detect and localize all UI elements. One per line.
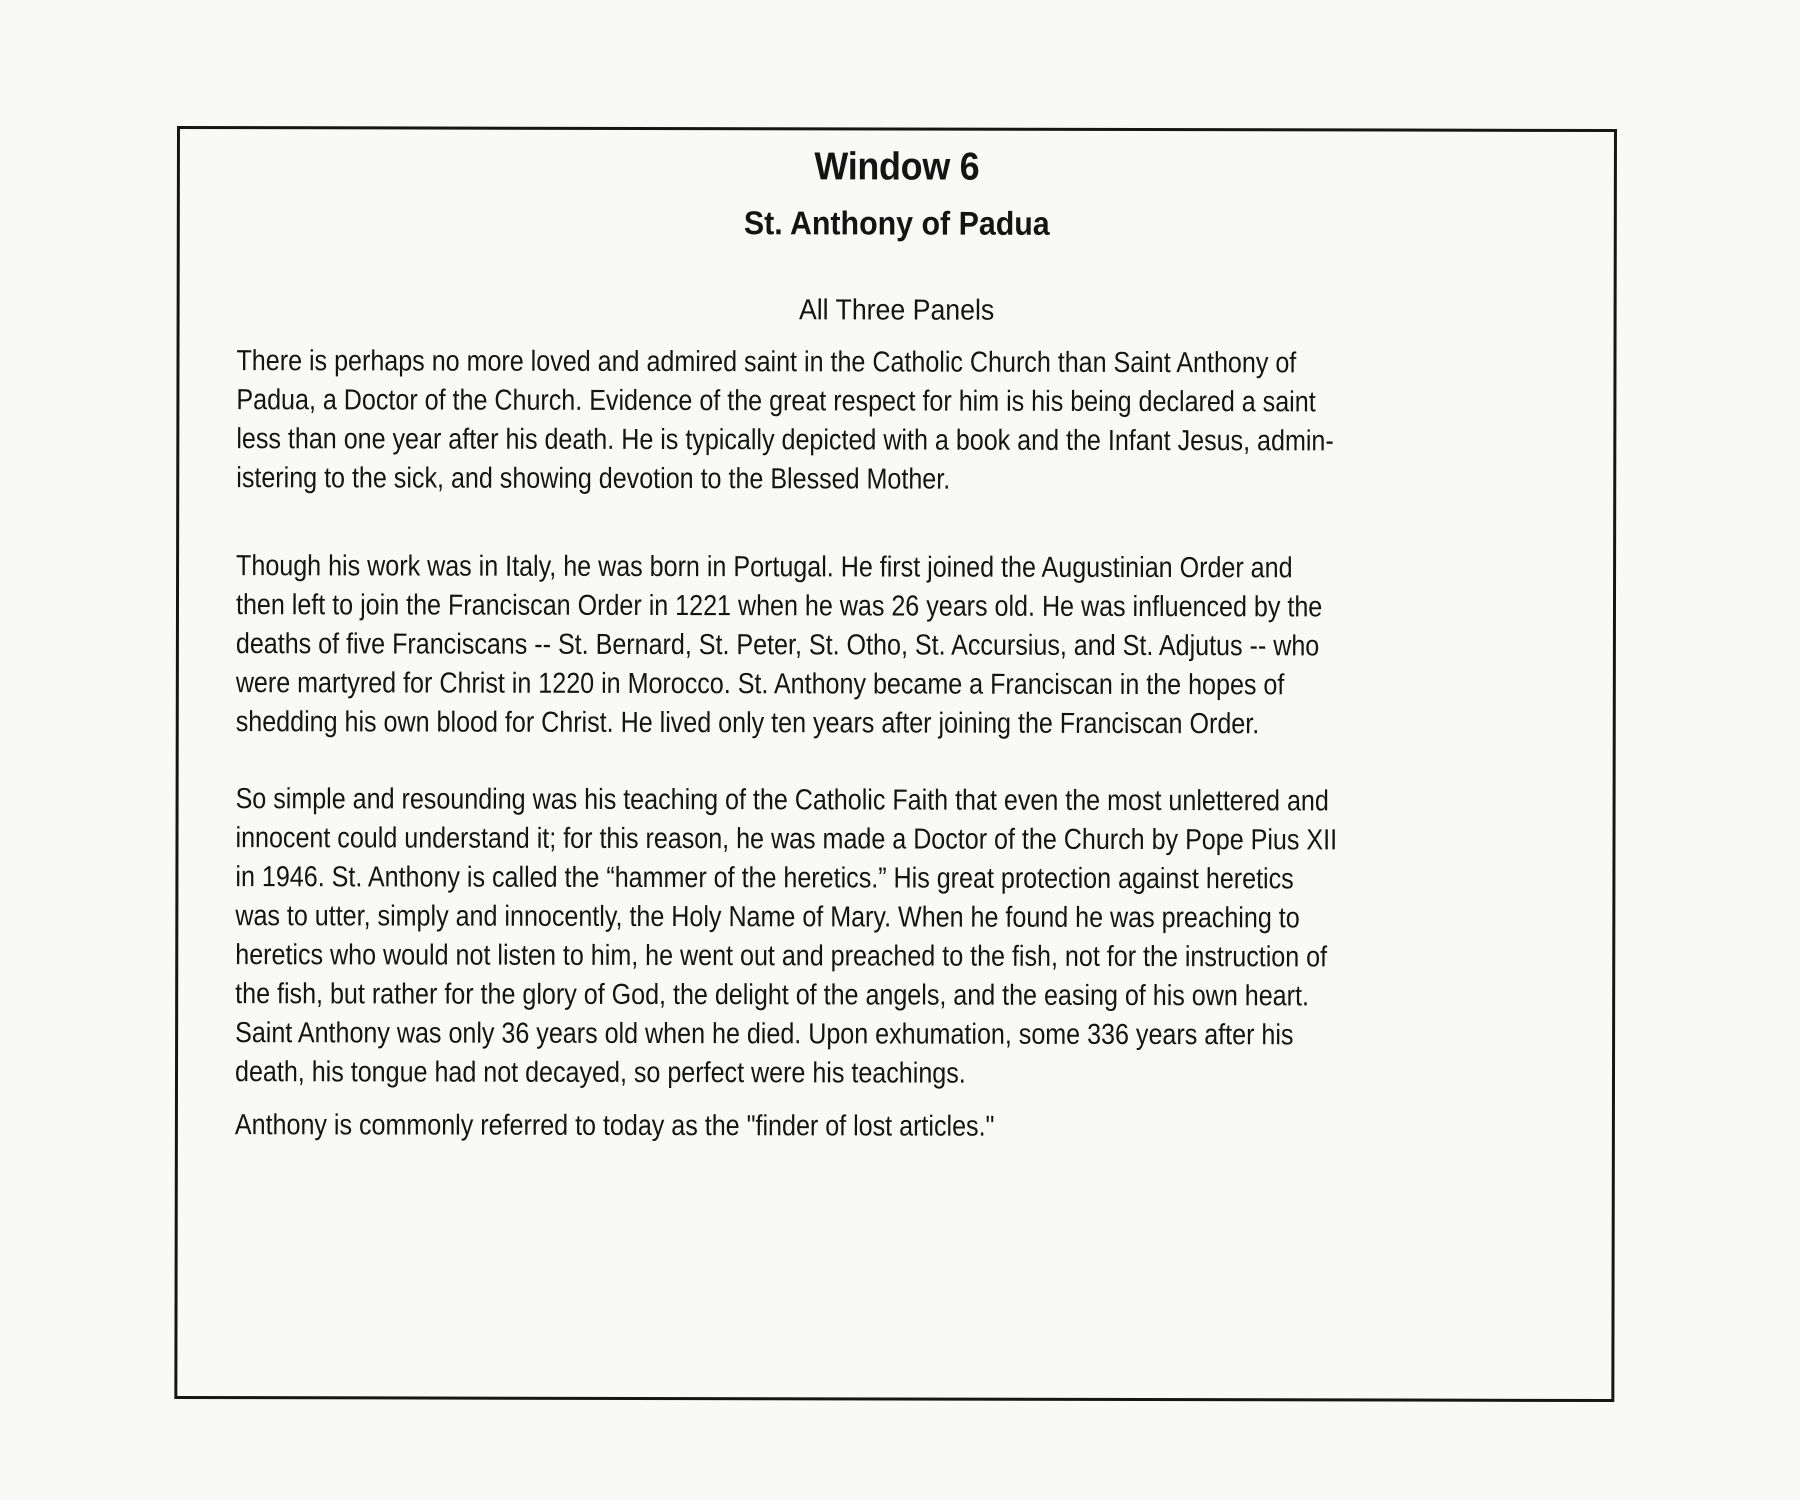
text-line: the fish, but rather for the glory of God, the delight of the angels, and the easing of his own heart.	[235, 978, 1309, 1013]
text-line: heretics who would not listen to him, he went out and preached to the fish, not for the instruction of	[235, 939, 1328, 974]
text-line: was to utter, simply and innocently, the Holy Name of Mary. When he found he was preaching to	[235, 900, 1300, 935]
document-title: Window 6	[814, 145, 980, 189]
text-line: were martyred for Christ in 1220 in Morocco. St. Anthony became a Franciscan in the hopes of	[235, 667, 1285, 702]
text-line: innocent could understand it; for this reason, he was made a Doctor of the Church by Pope Pius XII	[235, 822, 1338, 857]
section-heading: All Three Panels	[798, 294, 995, 327]
paragraph-3	[235, 780, 1481, 1095]
paragraph-4	[235, 1106, 1481, 1148]
document-frame	[174, 126, 1617, 1402]
text-line: There is perhaps no more loved and admired saint in the Catholic Church than Saint Anthony of	[236, 345, 1297, 380]
text-line: less than one year after his death. He is typically depicted with a book and the Infant Jesus, admin-	[236, 423, 1334, 458]
text-line: deaths of five Franciscans -- St. Bernard, St. Peter, St. Otho, St. Accursius, and St. Adjutus -- who	[235, 628, 1320, 663]
text-line: then left to join the Franciscan Order in 1221 when he was 26 years old. He was influenced by the	[235, 589, 1323, 624]
text-line: shedding his own blood for Christ. He lived only ten years after joining the Franciscan Order.	[235, 706, 1260, 741]
text-line: in 1946. St. Anthony is called the “hammer of the heretics.” His great protection against heretics	[235, 861, 1294, 896]
text-line: Padua, a Doctor of the Church. Evidence of the great respect for him is his being declared a saint	[236, 384, 1316, 419]
text-line: Though his work was in Italy, he was born in Portugal. He first joined the Augustinian Order and	[236, 550, 1293, 585]
text-line: istering to the sick, and showing devotion to the Blessed Mother.	[236, 462, 951, 496]
paragraph-2	[236, 547, 1482, 745]
paragraph-1	[236, 342, 1482, 501]
text-line: So simple and resounding was his teaching of the Catholic Faith that even the most unlettered and	[235, 783, 1329, 818]
document-subtitle: St. Anthony of Padua	[743, 204, 1050, 242]
text-line: Anthony is commonly referred to today as the "finder of lost articles."	[234, 1109, 995, 1143]
text-line: Saint Anthony was only 36 years old when he died. Upon exhumation, some 336 years after his	[235, 1017, 1294, 1052]
text-line: death, his tongue had not decayed, so perfect were his teachings.	[234, 1056, 966, 1090]
